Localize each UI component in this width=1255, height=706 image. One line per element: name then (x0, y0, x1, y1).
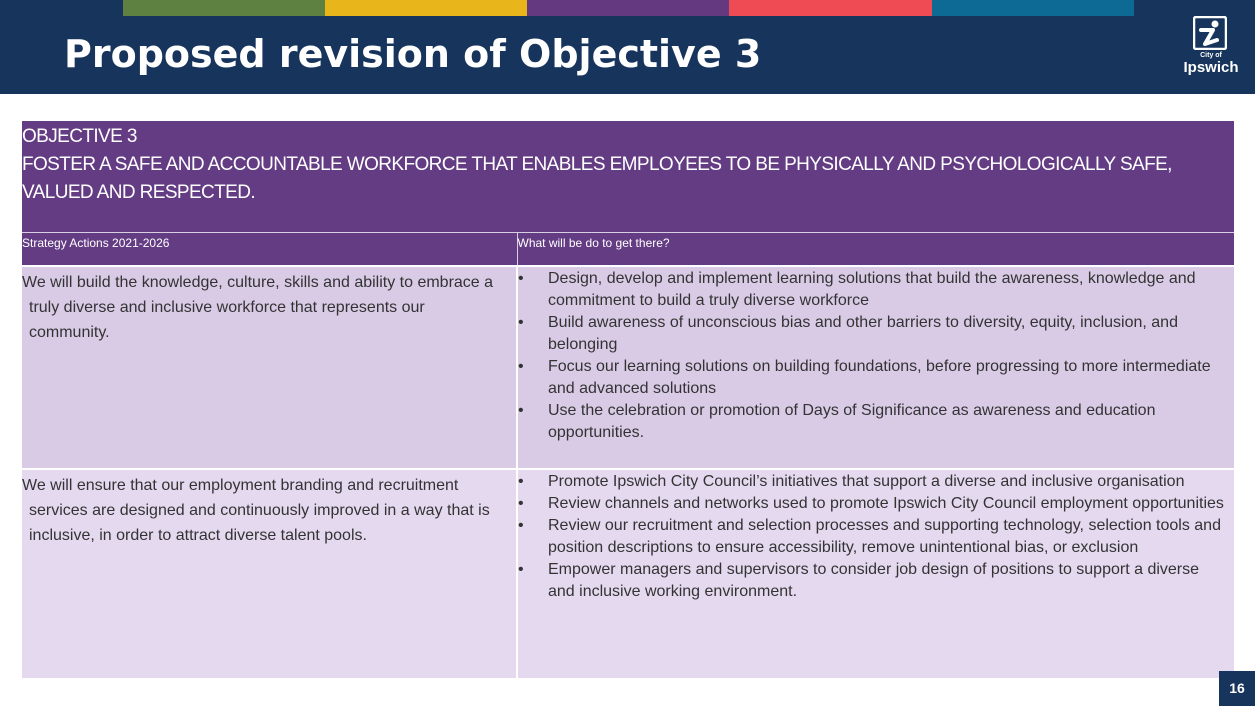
color-stripe-teal (932, 0, 1134, 16)
slide-title: Proposed revision of Objective 3 (64, 32, 762, 76)
list-item-text: Focus our learning solutions on building foundations, before progressing to more intermediate and advanced solutions (548, 357, 1211, 397)
strategy-action-text: We will build the knowledge, culture, skills and ability to embrace a truly diverse and inclusive workforce that represents our community. (22, 273, 494, 341)
list-item (518, 356, 1224, 400)
objective-statement: FOSTER A SAFE AND ACCOUNTABLE WORKFORCE THAT ENABLES EMPLOYEES TO BE PHYSICALLY AND PSYCHOLOGICALLY SAFE, VALUED AND RESPECTED. (22, 154, 1172, 203)
color-stripe-purple (527, 0, 729, 16)
actions-list-cell (517, 469, 1234, 678)
list-item-text: Empower managers and supervisors to consider job design of positions to support a diverse and inclusive working environment. (548, 560, 1200, 600)
bullet-marker: • (518, 516, 524, 534)
logo-small-text: City of (1200, 52, 1222, 59)
bullet-marker: • (518, 269, 524, 287)
city-of-ipswich-logo (1178, 14, 1244, 80)
logo-name-text: Ipswich (1183, 59, 1239, 76)
list-item (518, 471, 1224, 493)
list-item (518, 515, 1224, 559)
color-stripe-green (123, 0, 325, 16)
color-stripe-yellow (325, 0, 527, 16)
bullet-marker: • (518, 313, 524, 331)
column-header-how: What will be do to get there? (517, 232, 1234, 266)
bullet-marker: • (518, 560, 524, 578)
actions-list-cell (517, 266, 1234, 469)
bullet-list (518, 267, 1234, 444)
list-item (518, 312, 1224, 356)
objective-table (22, 121, 1234, 678)
strategy-action-cell (22, 266, 517, 469)
list-item-text: Review channels and networks used to promote Ipswich City Council employment opportunities (548, 494, 1224, 512)
list-item-text: Use the celebration or promotion of Days of Significance as awareness and education opportunities. (548, 401, 1156, 441)
objective-header (22, 121, 1234, 232)
list-item-text: Review our recruitment and selection processes and supporting technology, selection tools and position descriptions to ensure accessibility, remove unintentional bias, or exclusion (548, 516, 1221, 556)
list-item (518, 559, 1224, 603)
list-item-text: Promote Ipswich City Council’s initiatives that support a diverse and inclusive organisation (548, 472, 1185, 490)
slide-header (0, 0, 1255, 94)
strategy-action-cell (22, 469, 517, 678)
color-stripe-red (729, 0, 932, 16)
bullet-marker: • (518, 357, 524, 375)
list-item (518, 268, 1224, 312)
bullet-list (518, 470, 1234, 603)
table-row (22, 469, 1234, 678)
bullet-marker: • (518, 494, 524, 512)
list-item-text: Build awareness of unconscious bias and other barriers to diversity, equity, inclusion, and belonging (548, 313, 1178, 353)
strategy-action-text: We will ensure that our employment branding and recruitment services are designed and continuously improved in a way that is inclusive, in order to attract diverse talent pools. (22, 476, 490, 544)
list-item-text: Design, develop and implement learning solutions that build the awareness, knowledge and commitment to build a truly diverse workforce (548, 269, 1196, 309)
table-row (22, 266, 1234, 469)
objective-label: OBJECTIVE 3 (22, 126, 137, 147)
list-item (518, 493, 1224, 515)
list-item (518, 400, 1224, 444)
column-header-strategy-actions: Strategy Actions 2021-2026 (22, 232, 517, 266)
page-number: 16 (1219, 671, 1255, 706)
bullet-marker: • (518, 472, 524, 490)
city-of-ipswich-i-mark-icon (1193, 16, 1227, 50)
bullet-marker: • (518, 401, 524, 419)
